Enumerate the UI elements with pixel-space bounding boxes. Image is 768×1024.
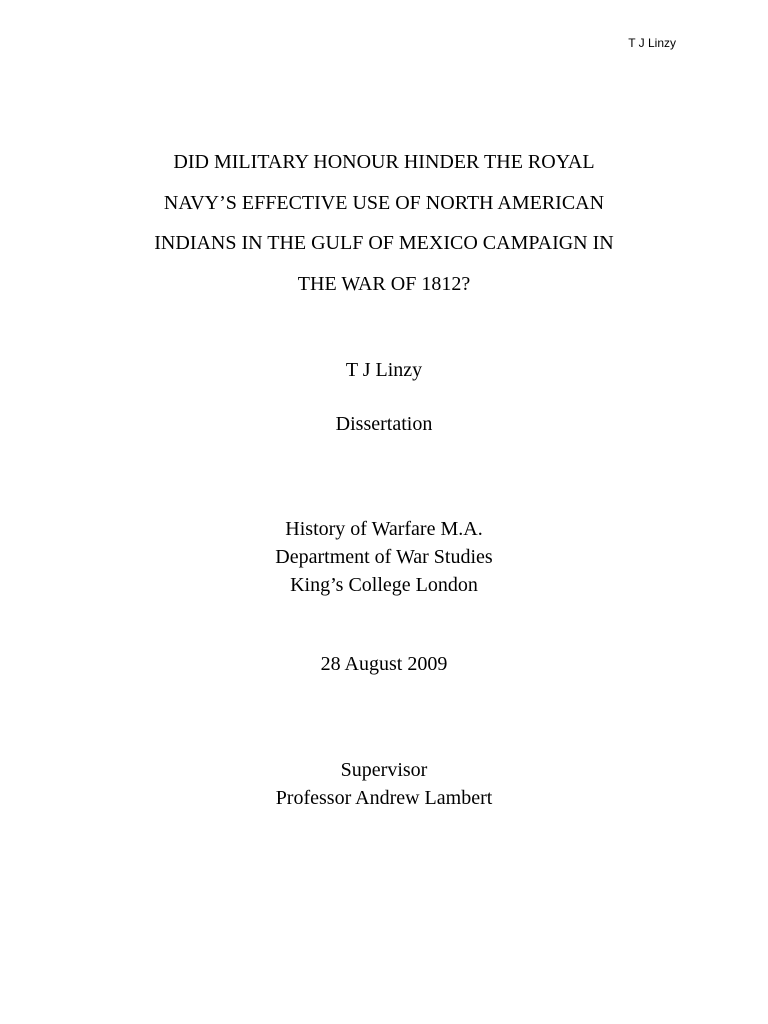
department-name: Department of War Studies bbox=[275, 546, 493, 568]
supervisor-name: Professor Andrew Lambert bbox=[275, 787, 493, 809]
affiliation-block bbox=[0, 515, 768, 599]
title-line: NAVY’S EFFECTIVE USE OF NORTH AMERICAN bbox=[163, 191, 605, 214]
title-line: THE WAR OF 1812? bbox=[297, 272, 471, 295]
title-line: DID MILITARY HONOUR HINDER THE ROYAL bbox=[173, 151, 595, 173]
dissertation-title bbox=[0, 142, 768, 304]
title-line: INDIANS IN THE GULF OF MEXICO CAMPAIGN IN bbox=[154, 232, 614, 254]
degree-name: History of Warfare M.A. bbox=[285, 518, 483, 540]
supervisor-block bbox=[0, 756, 768, 812]
supervisor-label: Supervisor bbox=[340, 759, 428, 781]
running-header-author: T J Linzy bbox=[628, 36, 676, 50]
document-type: Dissertation bbox=[335, 413, 433, 435]
author-name: T J Linzy bbox=[345, 359, 423, 381]
institution-name: King’s College London bbox=[290, 574, 478, 596]
submission-date: 28 August 2009 bbox=[320, 653, 448, 675]
